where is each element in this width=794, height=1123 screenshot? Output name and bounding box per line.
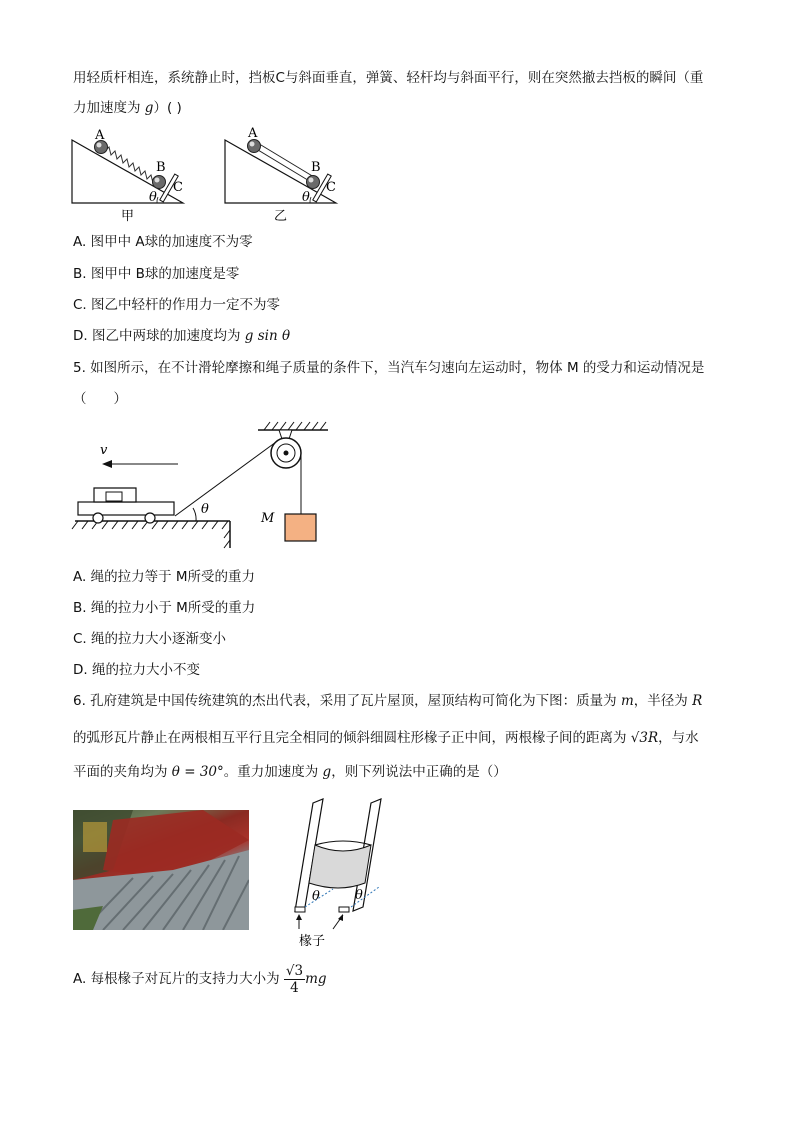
q5-option-d: D. 绳的拉力大小不变 [73, 662, 200, 678]
q6-stem-line1 [73, 691, 702, 711]
ball-b-highlight [155, 178, 160, 183]
q6-option-a-post: mg [305, 971, 327, 987]
q6-stem-line2-pre: 的弧形瓦片静止在两根相互平行且完全相同的倾斜细圆柱形椽子正中间，两根椽子间的距离为 [73, 730, 631, 746]
ball-a-highlight [97, 143, 102, 148]
q6-m-symbol: m [620, 693, 634, 709]
q6-g-symbol: g [322, 764, 332, 780]
fraction-numerator: √3 [285, 962, 304, 979]
q6-stem-line2-post: ，与水 [658, 730, 699, 746]
angle-arc [193, 508, 196, 521]
ball-a-yi [248, 140, 261, 153]
q4-g-symbol: g [144, 100, 154, 116]
ceiling-hatch [264, 422, 326, 430]
q6-r-symbol: R [692, 693, 703, 709]
q6-option-a [73, 962, 327, 996]
q6-stem-line2 [73, 728, 699, 748]
caption-jia: 甲 [121, 209, 135, 224]
q6-rafter-figure [285, 795, 395, 950]
q5-option-c: C. 绳的拉力大小逐渐变小 [73, 631, 227, 647]
pointer-left-arrowhead-icon [296, 914, 302, 920]
label-b-jia: B [156, 160, 166, 175]
q4-option-a: A. 图甲中 A球的加速度不为零 [73, 234, 253, 250]
q4-stem-line2-pre: 力加速度为 [73, 100, 145, 116]
ground-hatch [72, 521, 230, 548]
q5-stem-line1: 5. 如图所示，在不计滑轮摩擦和绳子质量的条件下，当汽车匀速向左运动时，物体 M 的受力和运动情况是 [73, 360, 705, 376]
ball-b-highlight-yi [309, 178, 314, 183]
label-m: M [261, 511, 275, 526]
arrow-head-icon [102, 460, 112, 468]
label-theta-yi: θ [302, 190, 310, 205]
roof-photo-art [73, 810, 249, 930]
fraction-denominator: 4 [290, 979, 299, 996]
truck-wheel-rear [145, 513, 155, 523]
angle-arc-jia [157, 197, 158, 203]
label-a-yi: A [248, 126, 258, 141]
q6-stem-line1-mid: ，半径为 [633, 693, 693, 709]
q6-stem-line3 [73, 762, 507, 782]
arc-tile [309, 845, 371, 888]
q4-stem-line2 [73, 98, 182, 118]
arc-tile-top [315, 841, 371, 845]
q6-option-a-pre: A. 每根椽子对瓦片的支持力大小为 [73, 971, 284, 987]
truck-bed [78, 502, 174, 515]
q6-option-a-fraction [284, 963, 305, 996]
rope-slanted [175, 442, 276, 516]
ball-b-yi [307, 176, 320, 189]
q6-sqrt3r: √3R [630, 730, 659, 746]
q6-stem-line3-mid: 。重力加速度为 [223, 764, 323, 780]
q5-option-a: A. 绳的拉力等于 M所受的重力 [73, 569, 256, 585]
q4-stem-line2-post: ）( ) [153, 100, 182, 116]
q6-stem-line1-pre: 6. 孔府建筑是中国传统建筑的杰出代表，采用了瓦片屋顶，屋顶结构可简化为下图：质量为 [73, 693, 621, 709]
q5-option-b: B. 绳的拉力小于 M所受的重力 [73, 600, 256, 616]
truck-wheel-front [93, 513, 103, 523]
q6-stem-line3-post: ，则下列说法中正确的是（） [331, 764, 507, 780]
q4-option-c: C. 图乙中轻杆的作用力一定不为零 [73, 297, 281, 313]
spring-icon [105, 147, 155, 183]
label-b-yi: B [311, 160, 321, 175]
label-rafter: 椽子 [299, 934, 326, 949]
block-m [285, 514, 316, 541]
caption-yi: 乙 [274, 209, 288, 224]
label-c-jia: C [173, 180, 183, 195]
label-theta-right: θ [355, 888, 363, 903]
q5-stem-line2: （ ） [73, 391, 127, 407]
q4-option-d [73, 326, 290, 346]
ball-a-highlight-yi [250, 142, 255, 147]
label-theta-jia: θ [149, 190, 157, 205]
label-theta-q5: θ [201, 502, 209, 517]
ball-b-jia [153, 176, 166, 189]
q4-stem-line1: 用轻质杆相连，系统静止时，挡板C与斜面垂直，弹簧、轻杆均与斜面平行，则在突然撤去挡板的瞬间（重 [73, 70, 704, 86]
label-a-jia: A [95, 128, 105, 143]
label-theta-left: θ [312, 889, 320, 904]
pulley-axle [284, 451, 289, 456]
rafter-right-end [339, 907, 349, 912]
roof-photo [73, 810, 249, 930]
q4-option-b: B. 图甲中 B球的加速度是零 [73, 266, 240, 282]
pointer-right-arrowhead-icon [338, 914, 343, 921]
q5-figure [70, 418, 340, 553]
label-c-yi: C [326, 180, 336, 195]
light-rod [253, 142, 314, 182]
q4-option-d-pre: D. 图乙中两球的加速度均为 [73, 328, 245, 344]
q6-stem-line3-pre: 平面的夹角均为 [73, 764, 172, 780]
q4-figure-jia [65, 125, 190, 225]
truck-window [106, 492, 122, 501]
q4-option-d-math: g sin θ [244, 328, 291, 344]
rafter-left-end [295, 907, 305, 912]
q4-figure-yi [218, 125, 343, 225]
angle-arc-yi [310, 197, 311, 203]
q6-theta-eq: θ = 30° [171, 764, 224, 780]
label-v: v [100, 443, 108, 458]
